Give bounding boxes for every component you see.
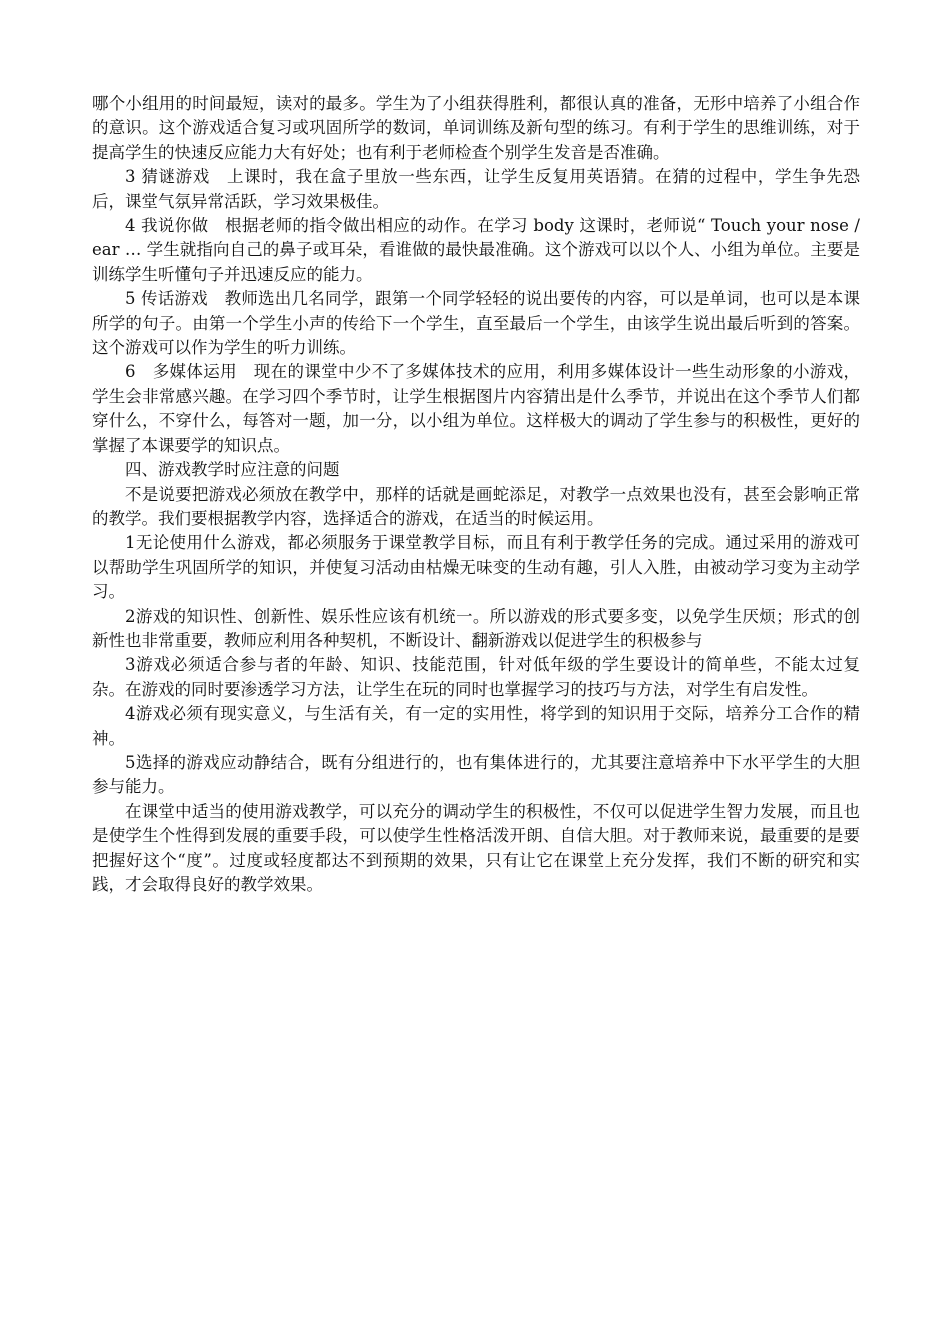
paragraph-game-4-i-say-you-do: 4 我说你做 根据老师的指令做出相应的动作。在学习 body 这课时，老师说“ Touch your nose / ear … 学生就指向自己的鼻子或耳朵，看谁做的最快最准确。这个游戏可以以个人、小组为单位。主要是训练学生听懂句子并迅速反应的能力。 — [92, 216, 860, 284]
paragraph-game-6-multimedia: 6 多媒体运用 现在的课堂中少不了多媒体技术的应用，利用多媒体设计一些生动形象的小游戏，学生会非常感兴趣。在学习四个季节时，让学生根据图片内容猜出是什么季节，并说出在这个季节人们都穿什么，不穿什么，每答对一题，加一分，以小组为单位。这样极大的调动了学生参与的积极性，更好的掌握了本课要学的知识点。 — [92, 362, 860, 455]
paragraph-point-4: 4游戏必须有现实意义，与生活有关，有一定的实用性，将学到的知识用于交际，培养分工合作的精神。 — [92, 704, 860, 748]
paragraph-point-3: 3游戏必须适合参与者的年龄、知识、技能范围，针对低年级的学生要设计的简单些，不能太过复杂。在游戏的同时要渗透学习方法，让学生在玩的同时也掌握学习的技巧与方法，对学生有启发性。 — [92, 655, 860, 699]
paragraph-point-2: 2游戏的知识性、创新性、娱乐性应该有机统一。所以游戏的形式要多变，以免学生厌烦；形式的创新性也非常重要，教师应利用各种契机，不断设计、翻新游戏以促进学生的积极参与 — [92, 606, 860, 650]
paragraph-point-1: 1无论使用什么游戏，都必须服务于课堂教学目标，而且有利于教学任务的完成。通过采用的游戏可以帮助学生巩固所学的知识，并使复习活动由枯燥无味变的生动有趣，引人入胜，由被动学习变为主动学习。 — [92, 533, 860, 602]
paragraph-game-5-whisper: 5 传话游戏 教师选出几名同学，跟第一个同学轻轻的说出要传的内容，可以是单词，也可以是本课所学的句子。由第一个学生小声的传给下一个学生，直至最后一个学生，由该学生说出最后听到的答案。这个游戏可以作为学生的听力训练。 — [92, 289, 860, 358]
document-body — [92, 92, 860, 897]
section-heading-4: 四、游戏教学时应注意的问题 — [125, 460, 340, 480]
paragraph-game-3-guessing: 3 猜谜游戏 上课时，我在盒子里放一些东西，让学生反复用英语猜。在猜的过程中，学生争先恐后，课堂气氛异常活跃，学习效果极佳。 — [92, 167, 860, 211]
paragraph-continued: 哪个小组用的时间最短，读对的最多。学生为了小组获得胜利，都很认真的准备，无形中培养了小组合作的意识。这个游戏适合复习或巩固所学的数词，单词训练及新句型的练习。有利于学生的思维训练，对于提高学生的快速反应能力大有好处；也有利于老师检查个别学生发音是否准确。 — [92, 94, 860, 162]
paragraph-section-4-intro: 不是说要把游戏必须放在教学中，那样的话就是画蛇添足，对教学一点效果也没有，甚至会影响正常的教学。我们要根据教学内容，选择适合的游戏，在适当的时候运用。 — [92, 484, 860, 528]
paragraph-point-5: 5选择的游戏应动静结合，既有分组进行的，也有集体进行的，尤其要注意培养中下水平学生的大胆参与能力。 — [92, 752, 860, 797]
paragraph-conclusion: 在课堂中适当的使用游戏教学，可以充分的调动学生的积极性，不仅可以促进学生智力发展，而且也是使学生个性得到发展的重要手段，可以使学生性格活泼开朗、自信大胆。对于教师来说，最重要的是要把握好这个“度”。过度或轻度都达不到预期的效果，只有让它在课堂上充分发挥，我们不断的研究和实践，才会取得良好的教学效果。 — [92, 801, 860, 894]
